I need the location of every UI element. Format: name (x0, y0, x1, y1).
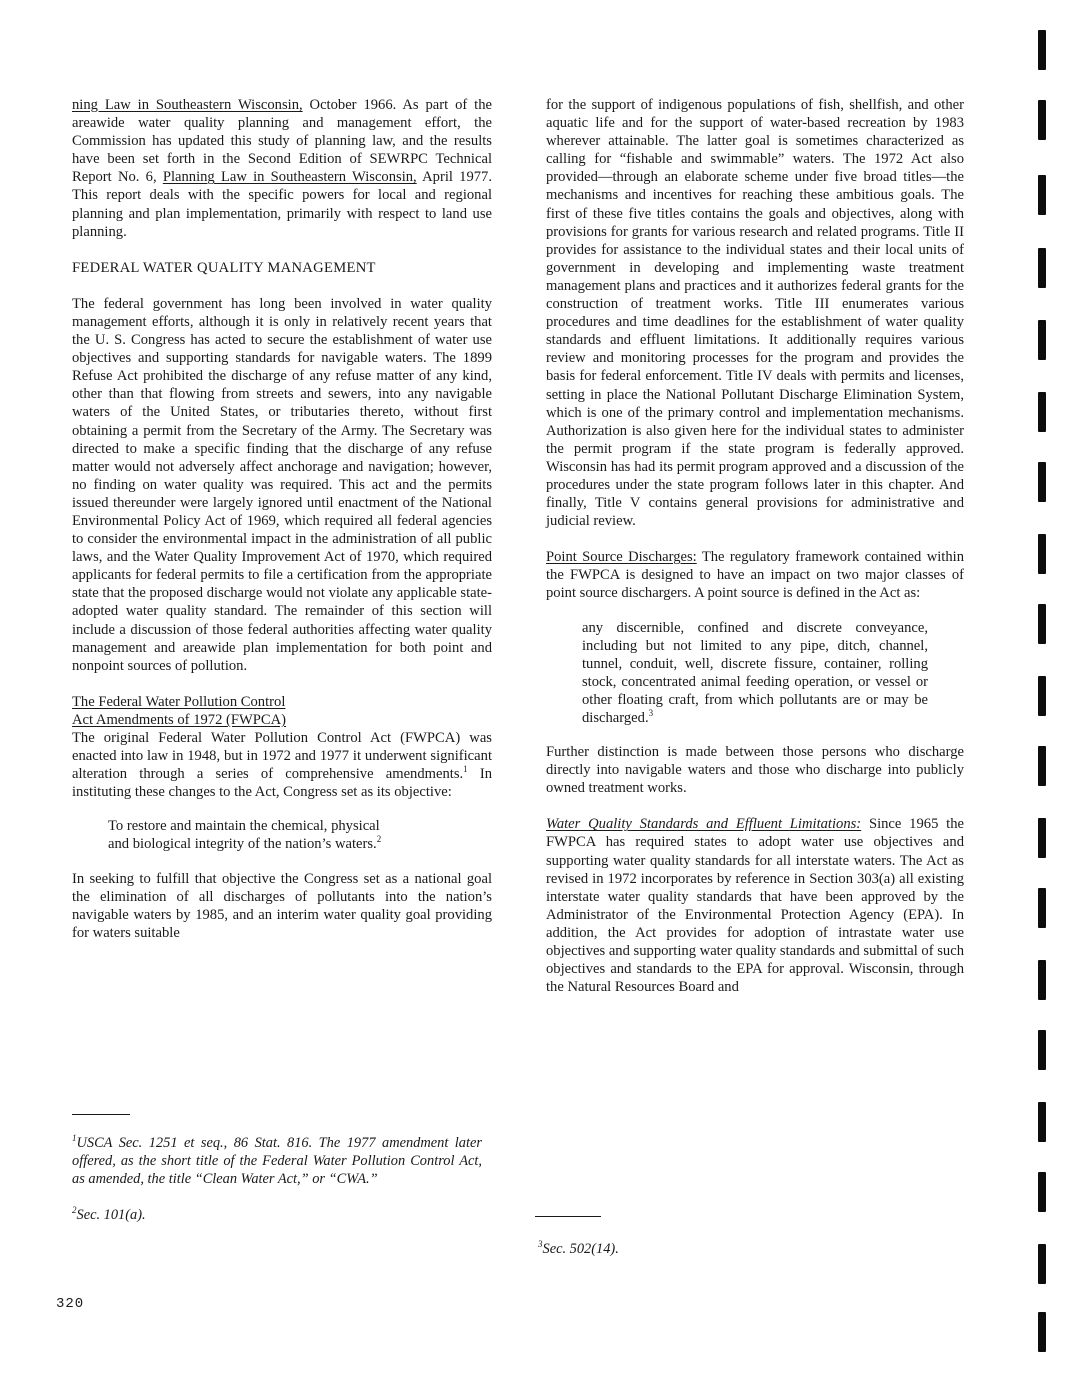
registration-mark (1038, 818, 1046, 858)
intro-text-1: October 1966. As part of the areawide water quality planning and management effort, the Commission has updated this study of planning law, and the results have been set forth in the Second Edition of SEWRPC Technical Report No. 6, (72, 97, 492, 186)
fwpca-subheading (72, 693, 492, 729)
national-goal-paragraph: In seeking to fulfill that objective the Congress set as a national goal the elimination of all discharges of pollutants into the nation’s navigable waters by 1985, and an interim water quality goal providing for waters suitable (72, 870, 492, 941)
registration-mark (1038, 248, 1046, 288)
registration-mark (1038, 1312, 1046, 1352)
scan-registration-marks (1038, 0, 1052, 1380)
footnote-divider-left (72, 1114, 130, 1115)
registration-mark (1038, 960, 1046, 1000)
registration-mark (1038, 100, 1046, 140)
objective-quote-line2-wrap (108, 835, 492, 853)
registration-mark (1038, 604, 1046, 644)
point-source-definition-quote (582, 619, 928, 728)
citation-planning-law-1977: Planning Law in Southeastern Wisconsin, (162, 169, 417, 186)
objective-quote-line2: and biological integrity of the nation’s waters. (108, 836, 377, 853)
footnote-3-text: Sec. 502(14). (542, 1241, 619, 1257)
registration-mark (1038, 30, 1046, 70)
citation-planning-law-1966: ning Law in Southeastern Wisconsin, (72, 97, 303, 113)
footnote-1 (72, 1134, 482, 1188)
registration-mark (1038, 1102, 1046, 1142)
left-column (72, 96, 492, 942)
standards-text: Since 1965 the FWPCA has required states to adopt water use objectives and supporting water quality standards for all interstate waters. The Act as revised in 1972 incorporates by reference in Section 303(a) all existing interstate water quality standards that have been approved by the Administrator of the Environmental Protection Agency (EPA). In addition, the Act provides for adoption of intrastate water use objectives and supporting water quality standards and submittal of such objectives and standards to the EPA for approval. Wisconsin, through the Natural Resources Board and (546, 816, 964, 996)
footnote-2-text: Sec. 101(a). (76, 1207, 146, 1223)
section-heading: FEDERAL WATER QUALITY MANAGEMENT (72, 259, 376, 276)
page-number: 320 (56, 1296, 85, 1312)
footnote-ref-2: 2 (376, 834, 382, 845)
footnotes-right (538, 1240, 838, 1258)
footnote-3 (538, 1240, 838, 1258)
footnote-2 (72, 1206, 482, 1224)
registration-mark (1038, 534, 1046, 574)
standards-subheading: Water Quality Standards and Effluent Limitations: (546, 816, 862, 833)
footnote-ref-3: 3 (648, 708, 654, 719)
point-source-text: The regulatory framework contained within the FWPCA is designed to have an impact on two major classes of point source dischargers. A point source is defined in the Act as: (546, 549, 964, 602)
standards-paragraph (546, 815, 964, 996)
registration-mark (1038, 320, 1046, 360)
footnote-2-number: 2 (72, 1205, 77, 1216)
titles-paragraph: for the support of indigenous populations of fish, shellfish, and other aquatic life and for the support of water-based recreation by 1983 wherever attainable. The latter goal is sometimes characterized as calling for “fishable and swimmable” waters. The 1972 Act also provided—through an elaborate scheme under five broad titles—the mechanisms and incentives for reaching these ambitious goals. The first of these five titles contains the goals and objectives, along with provisions for grants for various research and related programs. Title II provides for assistance to the individual states and their local units of government in developing and implementing waste treatment management plans and practices and it authorizes federal grants for the construction of treatment works. Title III enumerates various procedures and time deadlines for the establishment of water quality standards and effluent limitations. It additionally requires various review and monitoring processes for the program and provides the basis for federal enforcement. Title IV deals with permits and licenses, setting in place the National Pollutant Discharge Elimination System, which is one of the primary control and implementation mechanisms. Authorization is also given here for the individual states to administer the permit program if the state program is federally approved. Wisconsin has had its permit program approved and a discussion of the procedures under the state program follows later in this chapter. And finally, Title V contains general provisions for administrative and judicial review. (546, 97, 964, 530)
fwpca-subheading-line1: The Federal Water Pollution Control (72, 693, 286, 710)
footnote-3-number: 3 (538, 1239, 543, 1250)
registration-mark (1038, 392, 1046, 432)
footnote-1-text: USCA Sec. 1251 et seq., 86 Stat. 816. The 1977 amendment later offered, as the short title of the Federal Water Pollution Control Act, as amended, the title “Clean Water Act,” or “CWA.” (72, 1135, 482, 1187)
footnote-ref-1: 1 (463, 764, 468, 775)
fwpca-paragraph (72, 729, 492, 801)
registration-mark (1038, 1172, 1046, 1212)
intro-paragraph (72, 96, 492, 241)
federal-history-paragraph: The federal government has long been involved in water quality management efforts, although it is only in relatively recent years that the U. S. Congress has acted to secure the establishment of water use objectives and supporting standards for navigable waters. The 1899 Refuse Act prohibited the discharge of any refuse matter of any kind, other than that flowing from streets and sewers, into any navigable waters of the United States, or tributaries thereto, without first obtaining a permit from the Secretary of the Army. The Secretary was directed to make a specific finding that the discharge of any refuse matter would not adversely affect anchorage and navigation; however, no finding on water quality was required. This act and the permits issued thereunder were largely ignored until enactment of the National Environmental Policy Act of 1969, which required all federal agencies to consider the environmental impact in the administration of all public laws, and the Water Quality Improvement Act of 1970, which required applicants for federal permits to file a certification from the appropriate state that the proposed discharge would not violate any applicable state-adopted water quality standard. The remainder of this section will include a discussion of those federal authorities affecting water quality management and areawide plan implementation for both point and nonpoint sources of pollution. (72, 295, 492, 674)
footnotes-left (72, 1134, 482, 1224)
point-source-paragraph (546, 548, 964, 602)
registration-mark (1038, 888, 1046, 928)
fwpca-text-1: The original Federal Water Pollution Control Act (FWPCA) was enacted into law in 1948, but in 1972 and 1977 it underwent significant alteration through a series of comprehensive amendments. (72, 730, 492, 783)
registration-mark (1038, 1030, 1046, 1070)
footnote-1-number: 1 (72, 1133, 77, 1144)
objective-quote-line1: To restore and maintain the chemical, physical (108, 818, 380, 835)
intro-text-2: April 1977. This report deals with the specific powers for local and regional planning and plan implementation, primarily with respect to land use planning. (72, 169, 492, 240)
distinction-paragraph: Further distinction is made between those persons who discharge directly into navigable waters and those who discharge into publicly owned treatment works. (546, 744, 964, 797)
objective-quote (108, 817, 492, 853)
point-source-subheading: Point Source Discharges: (546, 549, 697, 566)
fwpca-text-2: In instituting these changes to the Act, Congress set as its objective: (72, 766, 492, 801)
registration-mark (1038, 746, 1046, 786)
registration-mark (1038, 676, 1046, 716)
registration-mark (1038, 462, 1046, 502)
registration-mark (1038, 1244, 1046, 1284)
registration-mark (1038, 175, 1046, 215)
fwpca-subheading-line2: Act Amendments of 1972 (FWPCA) (72, 711, 287, 728)
right-column (546, 96, 964, 996)
definition-text: any discernible, confined and discrete conveyance, including but not limited to any pipe, ditch, channel, tunnel, conduit, well, discrete fissure, container, rolling stock, concentrated animal feeding operation, or vessel or other floating craft, from which pollutants are or may be discharged. (582, 619, 928, 726)
footnote-divider-right (535, 1216, 601, 1217)
